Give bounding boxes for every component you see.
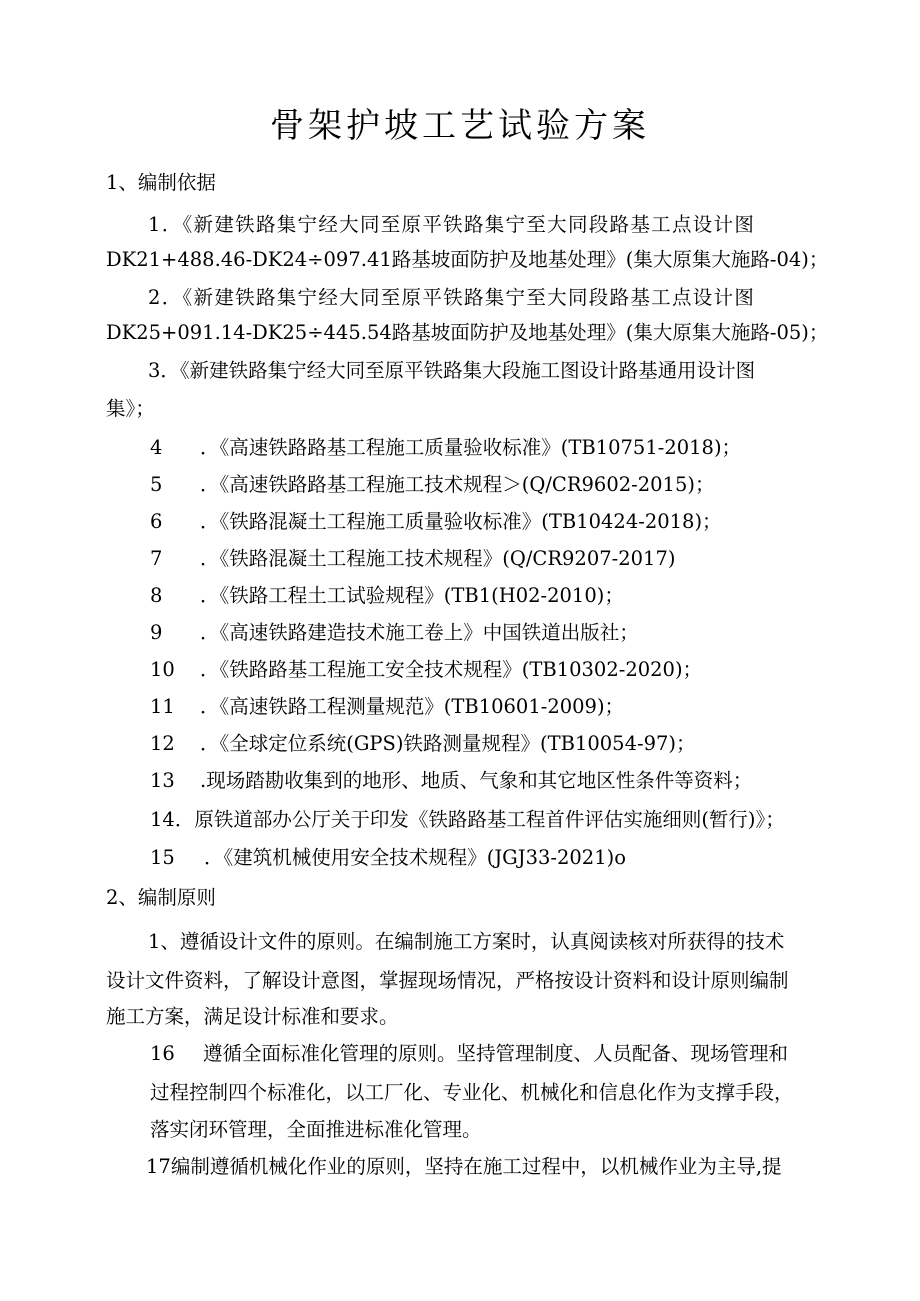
principle-2-line2: 过程控制四个标准化，以工厂化、专业化、机械化和信息化作为支撑手段， bbox=[150, 1081, 794, 1104]
list-item bbox=[150, 507, 722, 537]
item-number: 7 bbox=[150, 547, 163, 570]
ref-1-line1: 1．《新建铁路集宁经大同至原平铁路集宁至大同段路基工点设计图 bbox=[148, 213, 756, 236]
list-item bbox=[150, 766, 752, 796]
ref-1-line2: DK21+488.46-DK24÷097.41路基坡面防护及地基处理》(集大原集大施路-04)； bbox=[106, 248, 829, 271]
ref-2-line1: 2．《新建铁路集宁经大同至原平铁路集宁至大同段路基工点设计图 bbox=[148, 286, 756, 309]
item-number: 15 bbox=[150, 846, 175, 869]
list-item bbox=[150, 729, 696, 759]
list-item bbox=[150, 433, 741, 463]
item-number: 5 bbox=[150, 473, 163, 496]
list-item bbox=[150, 470, 714, 500]
item-text: ．《铁路混凝土工程施工质量验收标准》(TB10424-2018)； bbox=[200, 510, 722, 533]
principle-2-line3: 落实闭环管理，全面推进标准化管理。 bbox=[150, 1118, 482, 1141]
item-text: ．《建筑机械使用安全技术规程》(JGJ33-2021)o bbox=[204, 846, 626, 869]
item-text: ．《铁路工程土工试验规程》(TB1(H02-2010)； bbox=[200, 584, 624, 607]
item-number: 6 bbox=[150, 510, 163, 533]
item-text: ．《高速铁路建造技术施工卷上》中国铁道出版社； bbox=[200, 621, 639, 644]
item-text: ．《高速铁路工程测量规范》(TB10601-2009)； bbox=[200, 695, 625, 718]
principle-1-line2: 设计文件资料，了解设计意图，掌握现场情况，严格按设计资料和设计原则编制 bbox=[106, 969, 789, 992]
list-item bbox=[150, 843, 626, 873]
item-number: 10 bbox=[150, 658, 175, 681]
ref-3-line1: 3．《新建铁路集宁经大同至原平铁路集大段施工图设计路基通用设计图 bbox=[148, 359, 756, 382]
item-number: 13 bbox=[150, 769, 175, 792]
item-number: 11 bbox=[150, 695, 175, 718]
item-number: 4 bbox=[150, 436, 163, 459]
page-title: 骨架护坡工艺试验方案 bbox=[270, 106, 650, 146]
list-item bbox=[150, 544, 675, 574]
section-heading-principles: 2、编制原则 bbox=[106, 886, 216, 909]
principle-3-line1: 17编制遵循机械化作业的原则，坚持在施工过程中，以机械作业为主导,提 bbox=[146, 1155, 782, 1178]
item-text: ．《铁路混凝土工程施工技术规程》(Q/CR9207-2017) bbox=[200, 547, 676, 570]
list-item bbox=[150, 581, 624, 611]
section-heading-basis: 1、编制依据 bbox=[106, 171, 216, 194]
principle-2-line1 bbox=[150, 1039, 788, 1069]
item-text: ．《高速铁路路基工程施工技术规程＞(Q/CR9602-2015)； bbox=[200, 473, 715, 496]
ref-2-line2: DK25+091.14-DK25÷445.54路基坡面防护及地基处理》(集大原集大施路-05)； bbox=[106, 321, 829, 344]
item-text: ．《高速铁路路基工程施工质量验收标准》(TB10751-2018)； bbox=[200, 436, 742, 459]
item-text: ．《铁路路基工程施工安全技术规程》(TB10302-2020)； bbox=[200, 658, 703, 681]
list-item bbox=[150, 655, 702, 685]
ref-3-line2: 集》； bbox=[106, 397, 155, 420]
principle-2-text: 遵循全面标准化管理的原则。坚持管理制度、人员配备、现场管理和 bbox=[203, 1042, 789, 1065]
item-number: 16 bbox=[150, 1042, 175, 1065]
item-number: 8 bbox=[150, 584, 163, 607]
list-item bbox=[150, 692, 624, 722]
item-number: 12 bbox=[150, 732, 175, 755]
item-text: .现场踏勘收集到的地形、地质、气象和其它地区性条件等资料； bbox=[200, 769, 753, 792]
item-number: 9 bbox=[150, 621, 163, 644]
principle-1-line1: 1、遵循设计文件的原则。在编制施工方案时，认真阅读核对所获得的技术 bbox=[148, 930, 785, 953]
list-item bbox=[150, 618, 639, 648]
list-item-14: 14．原铁道部办公厅关于印发《铁路路基工程首件评估实施细则(暂行)》； bbox=[150, 808, 785, 831]
principle-1-line3: 施工方案，满足设计标准和要求。 bbox=[106, 1005, 399, 1028]
item-text: ．《全球定位系统(GPS)铁路测量规程》(TB10054-97)； bbox=[200, 732, 696, 755]
